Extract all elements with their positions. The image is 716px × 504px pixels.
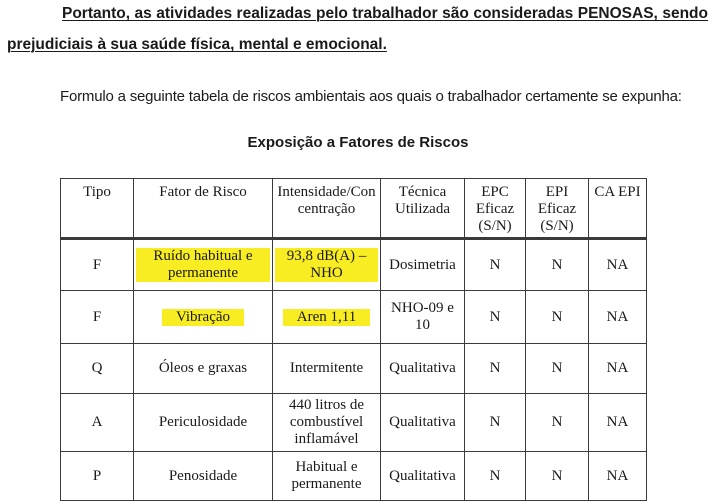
cell-epi: N: [526, 394, 589, 452]
table-row: [61, 452, 647, 501]
cell-fator: Penosidade: [134, 452, 273, 501]
table-row: [61, 344, 647, 394]
cell-tecnica: NHO-09 e 10: [381, 291, 465, 344]
cell-tecnica: Qualitativa: [381, 344, 465, 394]
cell-intensidade: 440 litros de combustível inflamável: [273, 394, 381, 452]
cell-tipo: Q: [61, 344, 134, 394]
cell-ca: NA: [589, 291, 647, 344]
cell-fator: Periculosidade: [134, 394, 273, 452]
cell-tipo: P: [61, 452, 134, 501]
header-intensidade: Intensidade/Concentração: [273, 179, 381, 239]
cell-epi: N: [526, 291, 589, 344]
cell-epc: N: [465, 452, 526, 501]
cell-intensidade: [273, 291, 381, 344]
cell-ca: NA: [589, 452, 647, 501]
table-row: [61, 394, 647, 452]
highlight-fator: Ruído habitual e permanente: [136, 248, 270, 282]
cell-epc: N: [465, 394, 526, 452]
cell-epi: N: [526, 239, 589, 291]
cell-intensidade: Intermitente: [273, 344, 381, 394]
risk-exposure-table: [60, 178, 647, 501]
header-ca-epi: CA EPI: [589, 179, 647, 239]
cell-epc: N: [465, 344, 526, 394]
table-header-row: [61, 179, 647, 239]
header-fator-de-risco: Fator de Risco: [134, 179, 273, 239]
cell-tipo: F: [61, 239, 134, 291]
highlight-fator: Vibração: [162, 309, 244, 326]
conclusion-line-1: Portanto, as atividades realizadas pelo trabalhador são consideradas PENOSAS, sendo: [62, 5, 708, 22]
table-intro-text: Formulo a seguinte tabela de riscos ambientais aos quais o trabalhador certamente se expunha:: [60, 88, 682, 105]
cell-tecnica: Dosimetria: [381, 239, 465, 291]
cell-fator: Óleos e graxas: [134, 344, 273, 394]
header-epc: EPC Eficaz (S/N): [465, 179, 526, 239]
cell-ca: NA: [589, 394, 647, 452]
cell-intensidade: Habitual e permanente: [273, 452, 381, 501]
header-tecnica: Técnica Utilizada: [381, 179, 465, 239]
cell-tipo: A: [61, 394, 134, 452]
cell-fator: [134, 291, 273, 344]
cell-epc: N: [465, 239, 526, 291]
cell-tipo: F: [61, 291, 134, 344]
cell-epi: N: [526, 344, 589, 394]
cell-intensidade: [273, 239, 381, 291]
cell-ca: NA: [589, 344, 647, 394]
cell-tecnica: Qualitativa: [381, 394, 465, 452]
table-row: [61, 291, 647, 344]
cell-epc: N: [465, 291, 526, 344]
table-row: [61, 239, 647, 291]
header-tipo: Tipo: [61, 179, 134, 239]
cell-ca: NA: [589, 239, 647, 291]
table-title: Exposição a Fatores de Riscos: [247, 134, 469, 151]
header-epi: EPI Eficaz (S/N): [526, 179, 589, 239]
highlight-intensidade: 93,8 dB(A) – NHO: [275, 248, 378, 282]
cell-fator: [134, 239, 273, 291]
highlight-intensidade: Aren 1,11: [283, 309, 370, 326]
cell-tecnica: Qualitativa: [381, 452, 465, 501]
cell-epi: N: [526, 452, 589, 501]
conclusion-line-2: prejudiciais à sua saúde física, mental e emocional.: [7, 36, 387, 53]
